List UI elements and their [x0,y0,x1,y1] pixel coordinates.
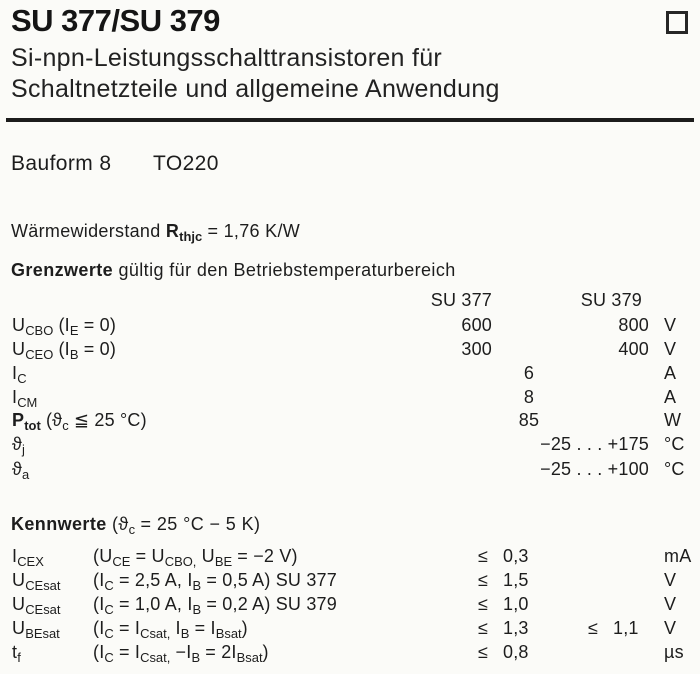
row-label: $I_{CM}$ [12,387,38,411]
row-condition: ($I_C = 1,0$ A, $I_B = 0,2$ A) SU 379 [93,594,337,618]
package-line [11,152,411,176]
row-symbol: $I_{CEX}$ [12,546,44,570]
value-su377: 600 [461,315,492,335]
kennwerte-heading: Kennwerte ($ϑ_c = 25$ °C − 5 K) [11,514,261,538]
table-row-theta-j [0,434,700,458]
package-name: TO220 [153,152,219,175]
unit: V [664,618,677,638]
horizontal-rule [6,118,694,122]
unit: V [664,594,677,614]
unit: A [664,363,677,383]
limit-operator-su379: ≤ [588,618,599,638]
unit: °C [664,459,685,479]
unit: W [664,410,682,430]
value-range: −25 . . . +175 [540,434,649,454]
row-condition: ($I_C = 2,5$ A, $I_B = 0,5$ A) SU 377 [93,570,337,594]
row-symbol: $U_{BEsat}$ [12,618,60,642]
subtitle-line-2: Schaltnetzteile und allgemeine Anwendung [11,75,500,103]
bauform-label: Bauform 8 [11,152,112,175]
limit-value-su377: 1,3 [503,618,529,638]
row-symbol: $U_{CEsat}$ [12,594,61,618]
row-label: $U_{CEO}$ $(I_B = 0)$ [12,339,117,363]
table-row-ucesat-379 [0,594,700,618]
value-su379: 400 [618,339,649,359]
table-row-icex [0,546,700,570]
table-row-ucbo [0,315,700,339]
unit: V [664,339,677,359]
thermal-resistance-line: Wärmewiderstand $R_{thjc} = 1,76$ K/W [11,221,301,245]
row-symbol: $t_f$ [12,642,21,666]
table-row-ubesat [0,618,700,642]
column-header-su379: SU 379 [580,290,642,310]
value-shared: 8 [523,387,535,407]
row-label: $ϑ_a$ [12,459,30,483]
table-row-tf [0,642,700,666]
corner-square-icon [666,11,688,34]
limit-value-su379: 1,1 [613,618,639,638]
limit-value-su377: 0,3 [503,546,529,566]
unit: A [664,387,677,407]
row-label: $P_{tot}$ ($ϑ_c$ ≦ 25 °C) [12,410,147,434]
table-row-ptot [0,410,700,434]
value-su379: 800 [618,315,649,335]
page-subtitle [11,43,500,105]
row-label: $U_{CBO}$ $(I_E = 0)$ [12,315,117,339]
limit-value-su377: 1,0 [503,594,529,614]
unit: V [664,315,677,335]
row-symbol: $U_{CEsat}$ [12,570,61,594]
grenzwerte-heading: Grenzwerte gültig für den Betriebstemperaturbereich [11,260,456,280]
limit-operator-su377: ≤ [478,570,489,590]
limit-value-su377: 0,8 [503,642,529,662]
table-row-ic [0,363,700,387]
limit-operator-su377: ≤ [478,594,489,614]
column-header-row [0,290,700,314]
unit: V [664,570,677,590]
value-shared: 6 [523,363,535,383]
table-row-uceo [0,339,700,363]
table-row-ucesat-377 [0,570,700,594]
limit-operator-su377: ≤ [478,618,489,638]
unit: mA [664,546,692,566]
value-range: −25 . . . +100 [540,459,649,479]
limit-value-su377: 1,5 [503,570,529,590]
table-row-icm [0,387,700,411]
limit-operator-su377: ≤ [478,546,489,566]
row-condition: ($I_C = I_{Csat,}$ $I_B = I_{Bsat}$) [93,618,248,642]
unit: °C [664,434,685,454]
row-label: $I_C$ [12,363,27,387]
limit-operator-su377: ≤ [478,642,489,662]
column-header-su377: SU 377 [430,290,492,310]
table-row-theta-a [0,459,700,483]
value-shared: 85 [518,410,540,430]
page-title: SU 377/SU 379 [11,3,220,38]
row-label: $ϑ_j$ [12,434,25,458]
value-su377: 300 [461,339,492,359]
row-condition: $(I_C = I_{Csat,} -I_B = 2I_{Bsat})$ [93,642,269,666]
subtitle-line-1: Si-npn-Leistungsschalttransistoren für [11,44,443,72]
unit: µs [664,642,684,662]
row-condition: ($U_{CE} = U_{CBO,}$ $U_{BE} = -2$ V) [93,546,298,570]
